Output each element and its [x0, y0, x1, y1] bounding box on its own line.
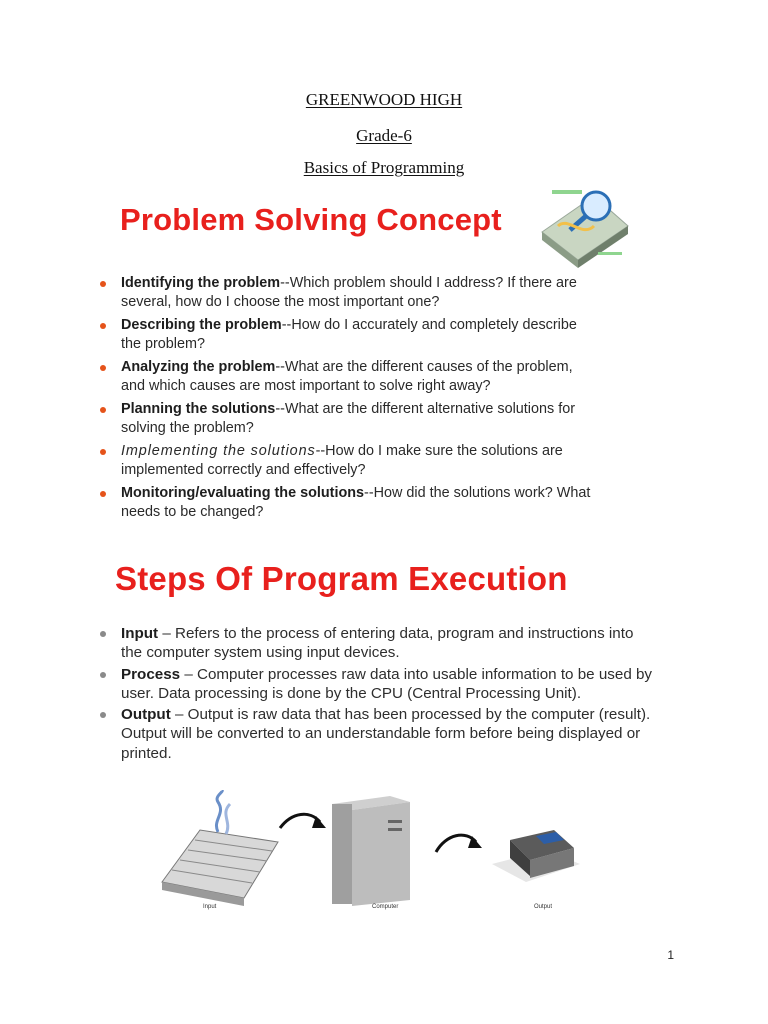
list-item: Identifying the problem--Which problem should I address? If there are several, how do I choose the most important one?: [97, 274, 597, 312]
problem-solving-list: [97, 274, 597, 526]
grade-label: Grade-6: [356, 126, 412, 145]
list-item: Input – Refers to the process of entering data, program and instructions into the computer system using input devices.: [97, 624, 657, 663]
school-name: GREENWOOD HIGH: [305, 90, 463, 109]
io-diagram: [160, 790, 600, 915]
printer-icon: [492, 830, 580, 882]
bullet-icon: [100, 491, 106, 497]
bullet-icon: [100, 712, 106, 718]
problem-solving-title: Problem Solving Concept: [120, 202, 502, 237]
list-item: Monitoring/evaluating the solutions--How did the solutions work? What needs to be changed?: [97, 484, 597, 522]
subject-title: Basics of Programming: [303, 158, 465, 177]
bullet-icon: [100, 631, 106, 637]
program-execution-title: Steps Of Program Execution: [115, 560, 568, 597]
computer-tower-icon: [332, 796, 410, 906]
bullet-icon: [100, 365, 106, 371]
list-item: Describing the problem--How do I accurately and completely describe the problem?: [97, 316, 597, 354]
magnifier-graphic-icon: [538, 186, 630, 270]
bullet-icon: [100, 449, 106, 455]
list-item: Process – Computer processes raw data into usable information to be used by user. Data processing is done by the CPU (Central Processing Unit).: [97, 665, 657, 704]
bullet-icon: [100, 672, 106, 678]
output-caption: Output: [534, 904, 553, 910]
input-caption: Input: [203, 904, 217, 910]
list-item: Planning the solutions--What are the different alternative solutions for solving the problem?: [97, 400, 597, 438]
bullet-icon: [100, 281, 106, 287]
computer-caption: Computer: [372, 904, 399, 910]
keyboard-icon: [162, 790, 278, 906]
page-number: 1: [667, 948, 674, 962]
list-item: Output – Output is raw data that has been processed by the computer (result). Output will be converted to an understandable form before being displayed or printed.: [97, 705, 657, 763]
program-execution-list: [97, 624, 657, 765]
list-item: Implementing the solutions--How do I make sure the solutions are implemented correctly and effectively?: [97, 442, 597, 480]
bullet-icon: [100, 407, 106, 413]
bullet-icon: [100, 323, 106, 329]
list-item: Analyzing the problem--What are the different causes of the problem, and which causes are most important to solve right away?: [97, 358, 597, 396]
